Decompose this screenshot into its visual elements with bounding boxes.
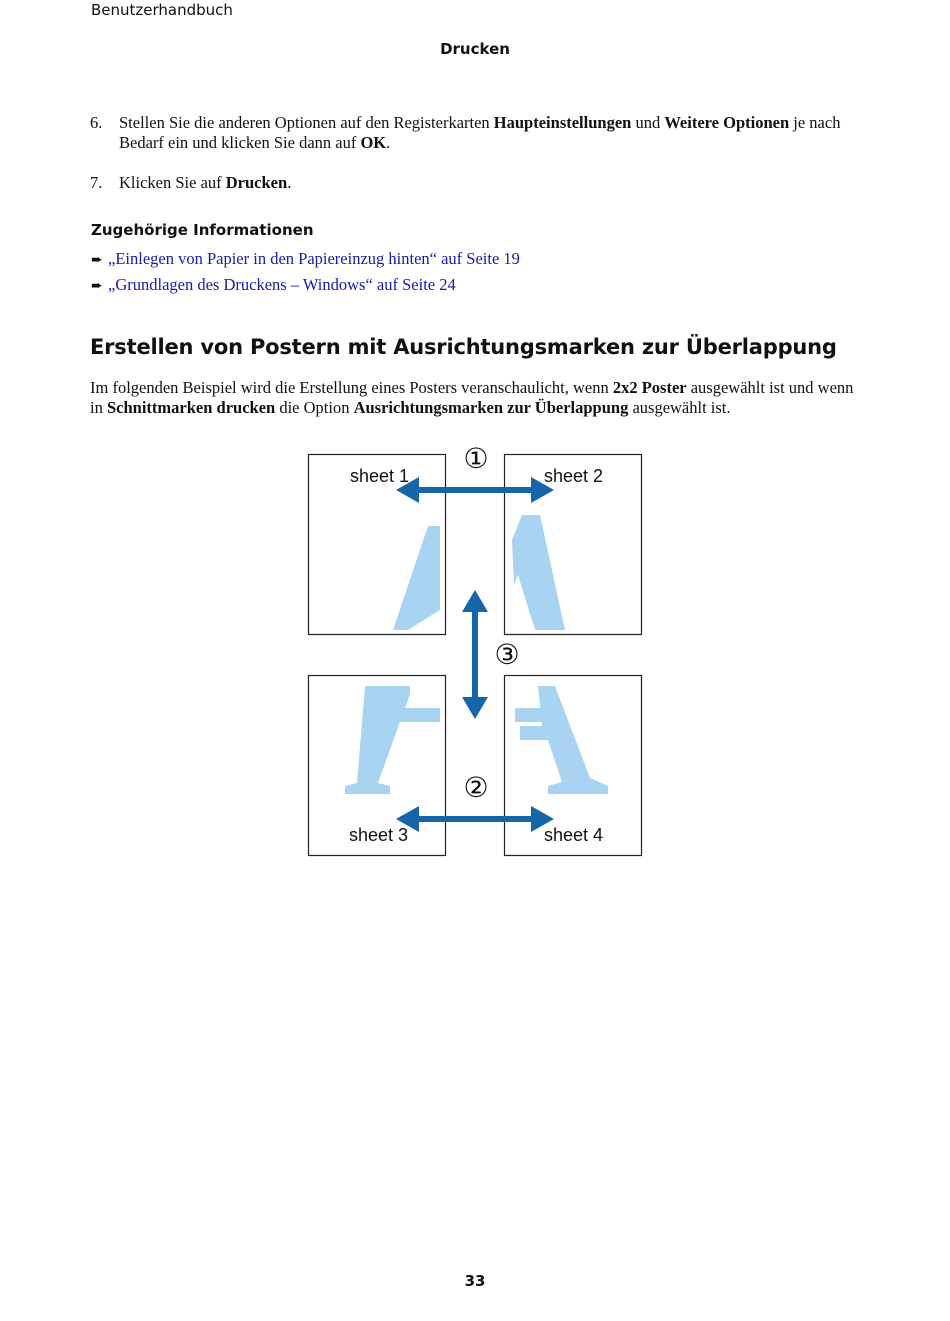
text-run: die Option bbox=[275, 398, 354, 417]
text-run: und bbox=[631, 113, 665, 132]
marker-1: ① bbox=[463, 442, 489, 475]
marker-3: ③ bbox=[494, 638, 520, 671]
text-run: Klicken Sie auf bbox=[119, 173, 226, 192]
arrow-vertical bbox=[462, 590, 488, 719]
bold-term: Schnittmarken drucken bbox=[106, 398, 276, 417]
letter-fragment-1 bbox=[393, 526, 440, 630]
text-run: . bbox=[386, 133, 391, 152]
related-link-papier[interactable]: „Einlegen von Papier in den Papiereinzug hinten“ auf Seite 19 bbox=[108, 249, 520, 268]
step-number: 6. bbox=[90, 113, 103, 132]
letter-fragment-3 bbox=[345, 686, 440, 794]
related-info-heading: Zugehörige Informationen bbox=[91, 221, 314, 239]
text-run: Stellen Sie die anderen Optionen auf den Registerkarten bbox=[119, 113, 494, 132]
sheet-label-2: sheet 2 bbox=[544, 466, 604, 486]
sheet-label-3: sheet 3 bbox=[349, 825, 409, 845]
text-run: . bbox=[287, 173, 292, 192]
sheet-label-4: sheet 4 bbox=[544, 825, 604, 845]
page-number: 33 bbox=[464, 1272, 486, 1290]
arrow-right-icon: ➨ bbox=[91, 252, 103, 268]
bold-term: Ausrichtungsmarken zur Überlappung bbox=[353, 398, 629, 417]
bold-term: Weitere Optionen bbox=[664, 113, 790, 132]
document-header: Benutzerhandbuch bbox=[91, 1, 233, 19]
arrow-bottom-horizontal bbox=[396, 806, 554, 832]
section-heading: Erstellen von Postern mit Ausrichtungsmarken zur Überlappung bbox=[90, 335, 837, 359]
bold-term: Haupteinstellungen bbox=[493, 113, 632, 132]
related-link-grundlagen[interactable]: „Grundlagen des Druckens – Windows“ auf Seite 24 bbox=[108, 275, 456, 294]
sheet-label-1: sheet 1 bbox=[350, 466, 410, 486]
bold-term: OK bbox=[360, 133, 387, 152]
text-run: ausgewählt ist. bbox=[628, 398, 731, 417]
marker-2: ② bbox=[463, 771, 489, 804]
section-title: Drucken bbox=[440, 40, 510, 58]
arrow-top-horizontal bbox=[396, 477, 554, 503]
text-run: Im folgenden Beispiel wird die Erstellung eines Posters veranschaulicht, wenn bbox=[90, 378, 613, 397]
bold-term: 2x2 Poster bbox=[612, 378, 687, 397]
letter-fragment-4 bbox=[515, 686, 608, 794]
letter-fragment-2 bbox=[512, 515, 565, 630]
bold-term: Drucken bbox=[225, 173, 288, 192]
text-run: ausgewählt ist und wenn in bbox=[90, 378, 854, 417]
step-number: 7. bbox=[90, 173, 103, 192]
text-run: je nach Bedarf ein und klicken Sie dann auf bbox=[119, 113, 841, 152]
arrow-right-icon: ➨ bbox=[91, 278, 103, 294]
